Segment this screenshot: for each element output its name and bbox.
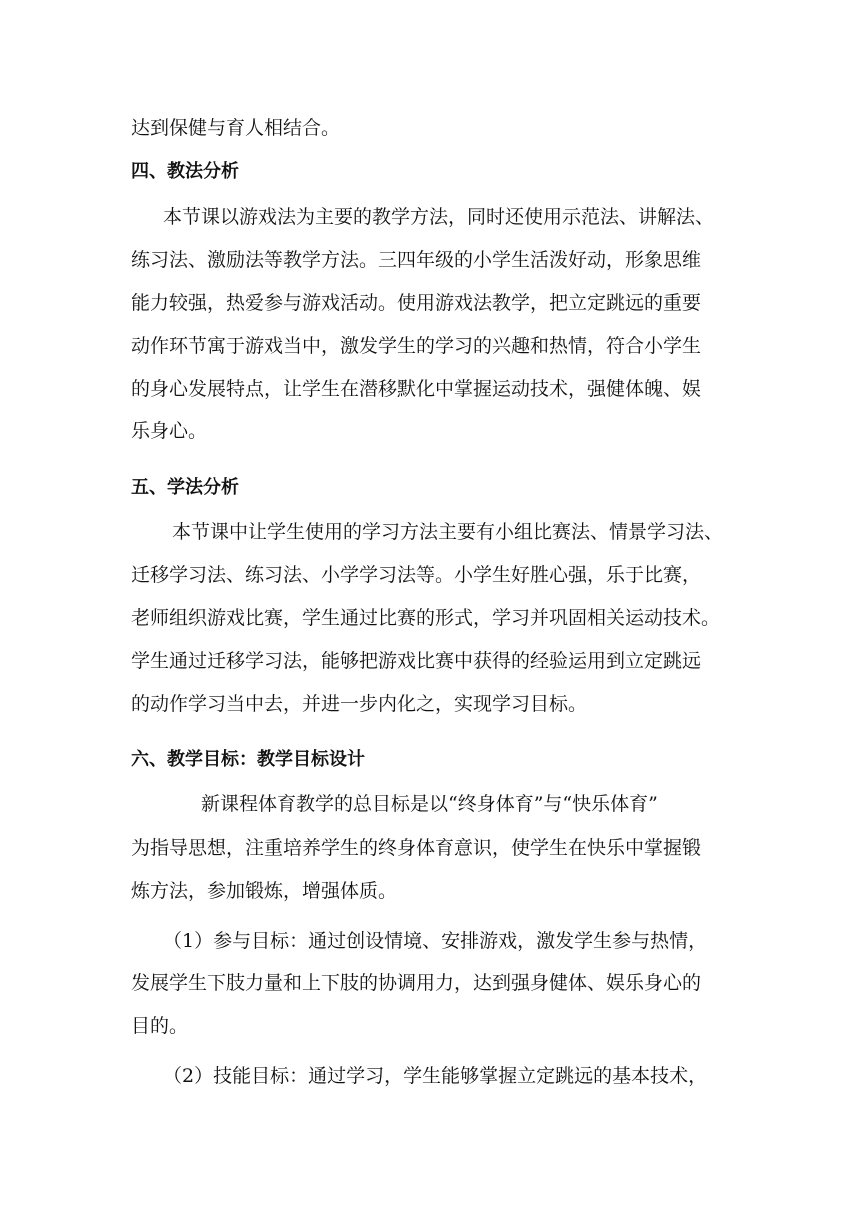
paragraph-line: 乐身心。 bbox=[131, 420, 208, 442]
paragraph-line: 老师组织游戏比赛，学生通过比赛的形式，学习并巩固相关运动技术。 bbox=[131, 607, 721, 629]
section-heading-teaching-objectives: 六、教学目标：教学目标设计 bbox=[131, 749, 365, 770]
paragraph-line: 的动作学习当中去，并进一步内化之，实现学习目标。 bbox=[131, 693, 588, 715]
paragraph-line: 能力较强，热爱参与游戏活动。使用游戏法教学，把立定跳远的重要 bbox=[131, 292, 702, 314]
paragraph-line: 的身心发展特点，让学生在潜移默化中掌握运动技术，强健体魄、娱 bbox=[131, 378, 702, 400]
paragraph-line: 新课程体育教学的总目标是以“终身体育”与“快乐体育” bbox=[201, 793, 658, 815]
paragraph-line: 迁移学习法、练习法、小学学习法等。小学生好胜心强，乐于比赛， bbox=[131, 564, 702, 586]
section-heading-learning-method: 五、学法分析 bbox=[131, 477, 239, 498]
paragraph-line: 达到保健与育人相结合。 bbox=[131, 117, 341, 139]
paragraph-line: 本节课中让学生使用的学习方法主要有小组比赛法、情景学习法、 bbox=[172, 521, 724, 543]
paragraph-line: 为指导思想，注重培养学生的终身体育意识，使学生在快乐中掌握锻 bbox=[131, 837, 702, 859]
paragraph-line: 炼方法，参加锻炼，增强体质。 bbox=[131, 880, 398, 902]
paragraph-line: 练习法、激励法等教学方法。三四年级的小学生活泼好动，形象思维 bbox=[131, 249, 702, 271]
paragraph-line: 学生通过迁移学习法，能够把游戏比赛中获得的经验运用到立定跳远 bbox=[131, 650, 702, 672]
paragraph-line: 动作环节寓于游戏当中，激发学生的学习的兴趣和热情，符合小学生 bbox=[131, 335, 702, 357]
paragraph-line: （2）技能目标：通过学习，学生能够掌握立定跳远的基本技术， bbox=[163, 1065, 708, 1087]
paragraph-line: （1）参与目标：通过创设情境、安排游戏，激发学生参与热情， bbox=[163, 930, 708, 952]
paragraph-line: 发展学生下肢力量和上下肢的协调用力，达到强身健体、娱乐身心的 bbox=[131, 972, 702, 994]
section-heading-teaching-method: 四、教法分析 bbox=[131, 161, 239, 182]
paragraph-line: 本节课以游戏法为主要的教学方法，同时还使用示范法、讲解法、 bbox=[163, 206, 715, 228]
paragraph-line: 目的。 bbox=[131, 1015, 189, 1037]
